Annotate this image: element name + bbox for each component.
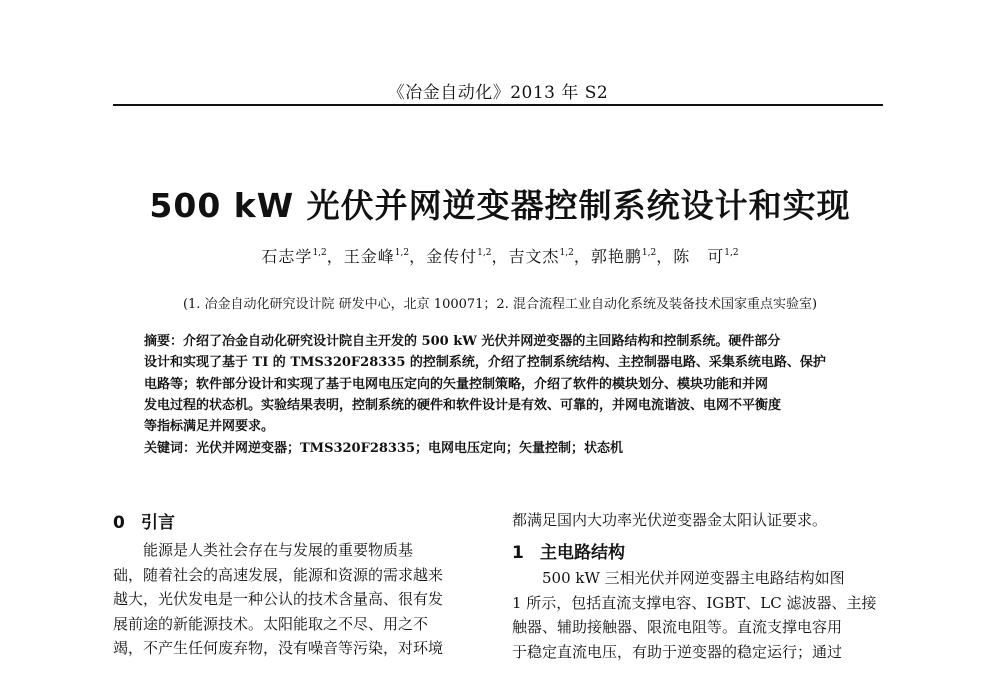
abstract-line: 发电过程的状态机。实验结果表明，控制系统的硬件和软件设计是有效、可靠的，并网电流谐波、电网不平衡度 <box>144 397 782 413</box>
author: 金传付$^{1,2}$， <box>426 247 509 266</box>
body-line: 础，随着社会的高速发展，能源和资源的需求越来 <box>113 565 444 584</box>
body-line: 展前途的新能源技术。太阳能取之不尽、用之不 <box>113 614 429 633</box>
author: 王金峰$^{1,2}$， <box>343 247 427 266</box>
abstract-line: 摘要：介绍了冶金自动化研究设计院自主开发的 500 kW 光伏并网逆变器的主回路结构和控制系统。硬件部分 <box>144 334 781 349</box>
author: 陈 可$^{1,2}$ <box>673 247 739 266</box>
abstract-line: 等指标满足并网要求。 <box>144 419 275 435</box>
body-line: 都满足国内大功率光伏逆变器金太阳认证要求。 <box>512 511 828 529</box>
author: 吉文杰$^{1,2}$， <box>508 247 591 266</box>
section-heading-main-circuit <box>512 538 625 563</box>
section-title: 引言 <box>141 513 175 533</box>
abstract-line: 设计和实现了基于 TI 的 TMS320F28335 的控制系统，介绍了控制系统结构、主控制器电路、采集系统电路、保护 <box>144 355 826 371</box>
right-column-top <box>512 508 892 533</box>
keywords: 关键词：光伏并网逆变器；TMS320F28335；电网电压定向；矢量控制；状态机 <box>144 441 624 457</box>
body-line: 1 所示，包括直流支撑电容、IGBT、LC 滤波器、主接 <box>512 593 877 612</box>
journal-header: 《冶金自动化》2013 年 S2 <box>387 83 609 103</box>
body-line: 竭，不产生任何废弃物，没有噪音等污染，对环境 <box>113 639 444 657</box>
author: 石志学$^{1,2}$， <box>261 247 344 266</box>
intro-body <box>113 538 493 661</box>
author: 郭艳鹏$^{1,2}$， <box>590 247 674 266</box>
abstract-line: 电路等；软件部分设计和实现了基于电网电压定向的矢量控制策略，介绍了软件的模块划分、模块功能和并网 <box>144 376 769 392</box>
header-rule <box>113 104 883 106</box>
body-line: 能源是人类社会存在与发展的重要物质基 <box>143 541 414 559</box>
body-line: 500 kW 三相光伏并网逆变器主电路结构如图 <box>542 569 845 587</box>
section-heading-intro <box>113 508 175 533</box>
author-list <box>100 244 900 267</box>
body-line: 越大，光伏发电是一种公认的技术含量高、很有发 <box>113 590 444 608</box>
affiliations: (1. 冶金自动化研究设计院 研发中心，北京 100071；2. 混合流程工业自动化系统及装备技术国家重点实验室) <box>182 297 818 312</box>
main-circuit-body <box>512 566 892 664</box>
section-number: 1 <box>512 543 524 563</box>
section-number: 0 <box>113 513 125 533</box>
body-line: 触器、辅助接触器、限流电阻等。直流支撑电容用 <box>512 618 843 636</box>
paper-title: 500 kW 光伏并网逆变器控制系统设计和实现 <box>149 186 851 225</box>
section-title: 主电路结构 <box>540 543 625 563</box>
body-line: 于稳定直流电压，有助于逆变器的稳定运行；通过 <box>512 642 843 661</box>
abstract <box>144 331 874 460</box>
